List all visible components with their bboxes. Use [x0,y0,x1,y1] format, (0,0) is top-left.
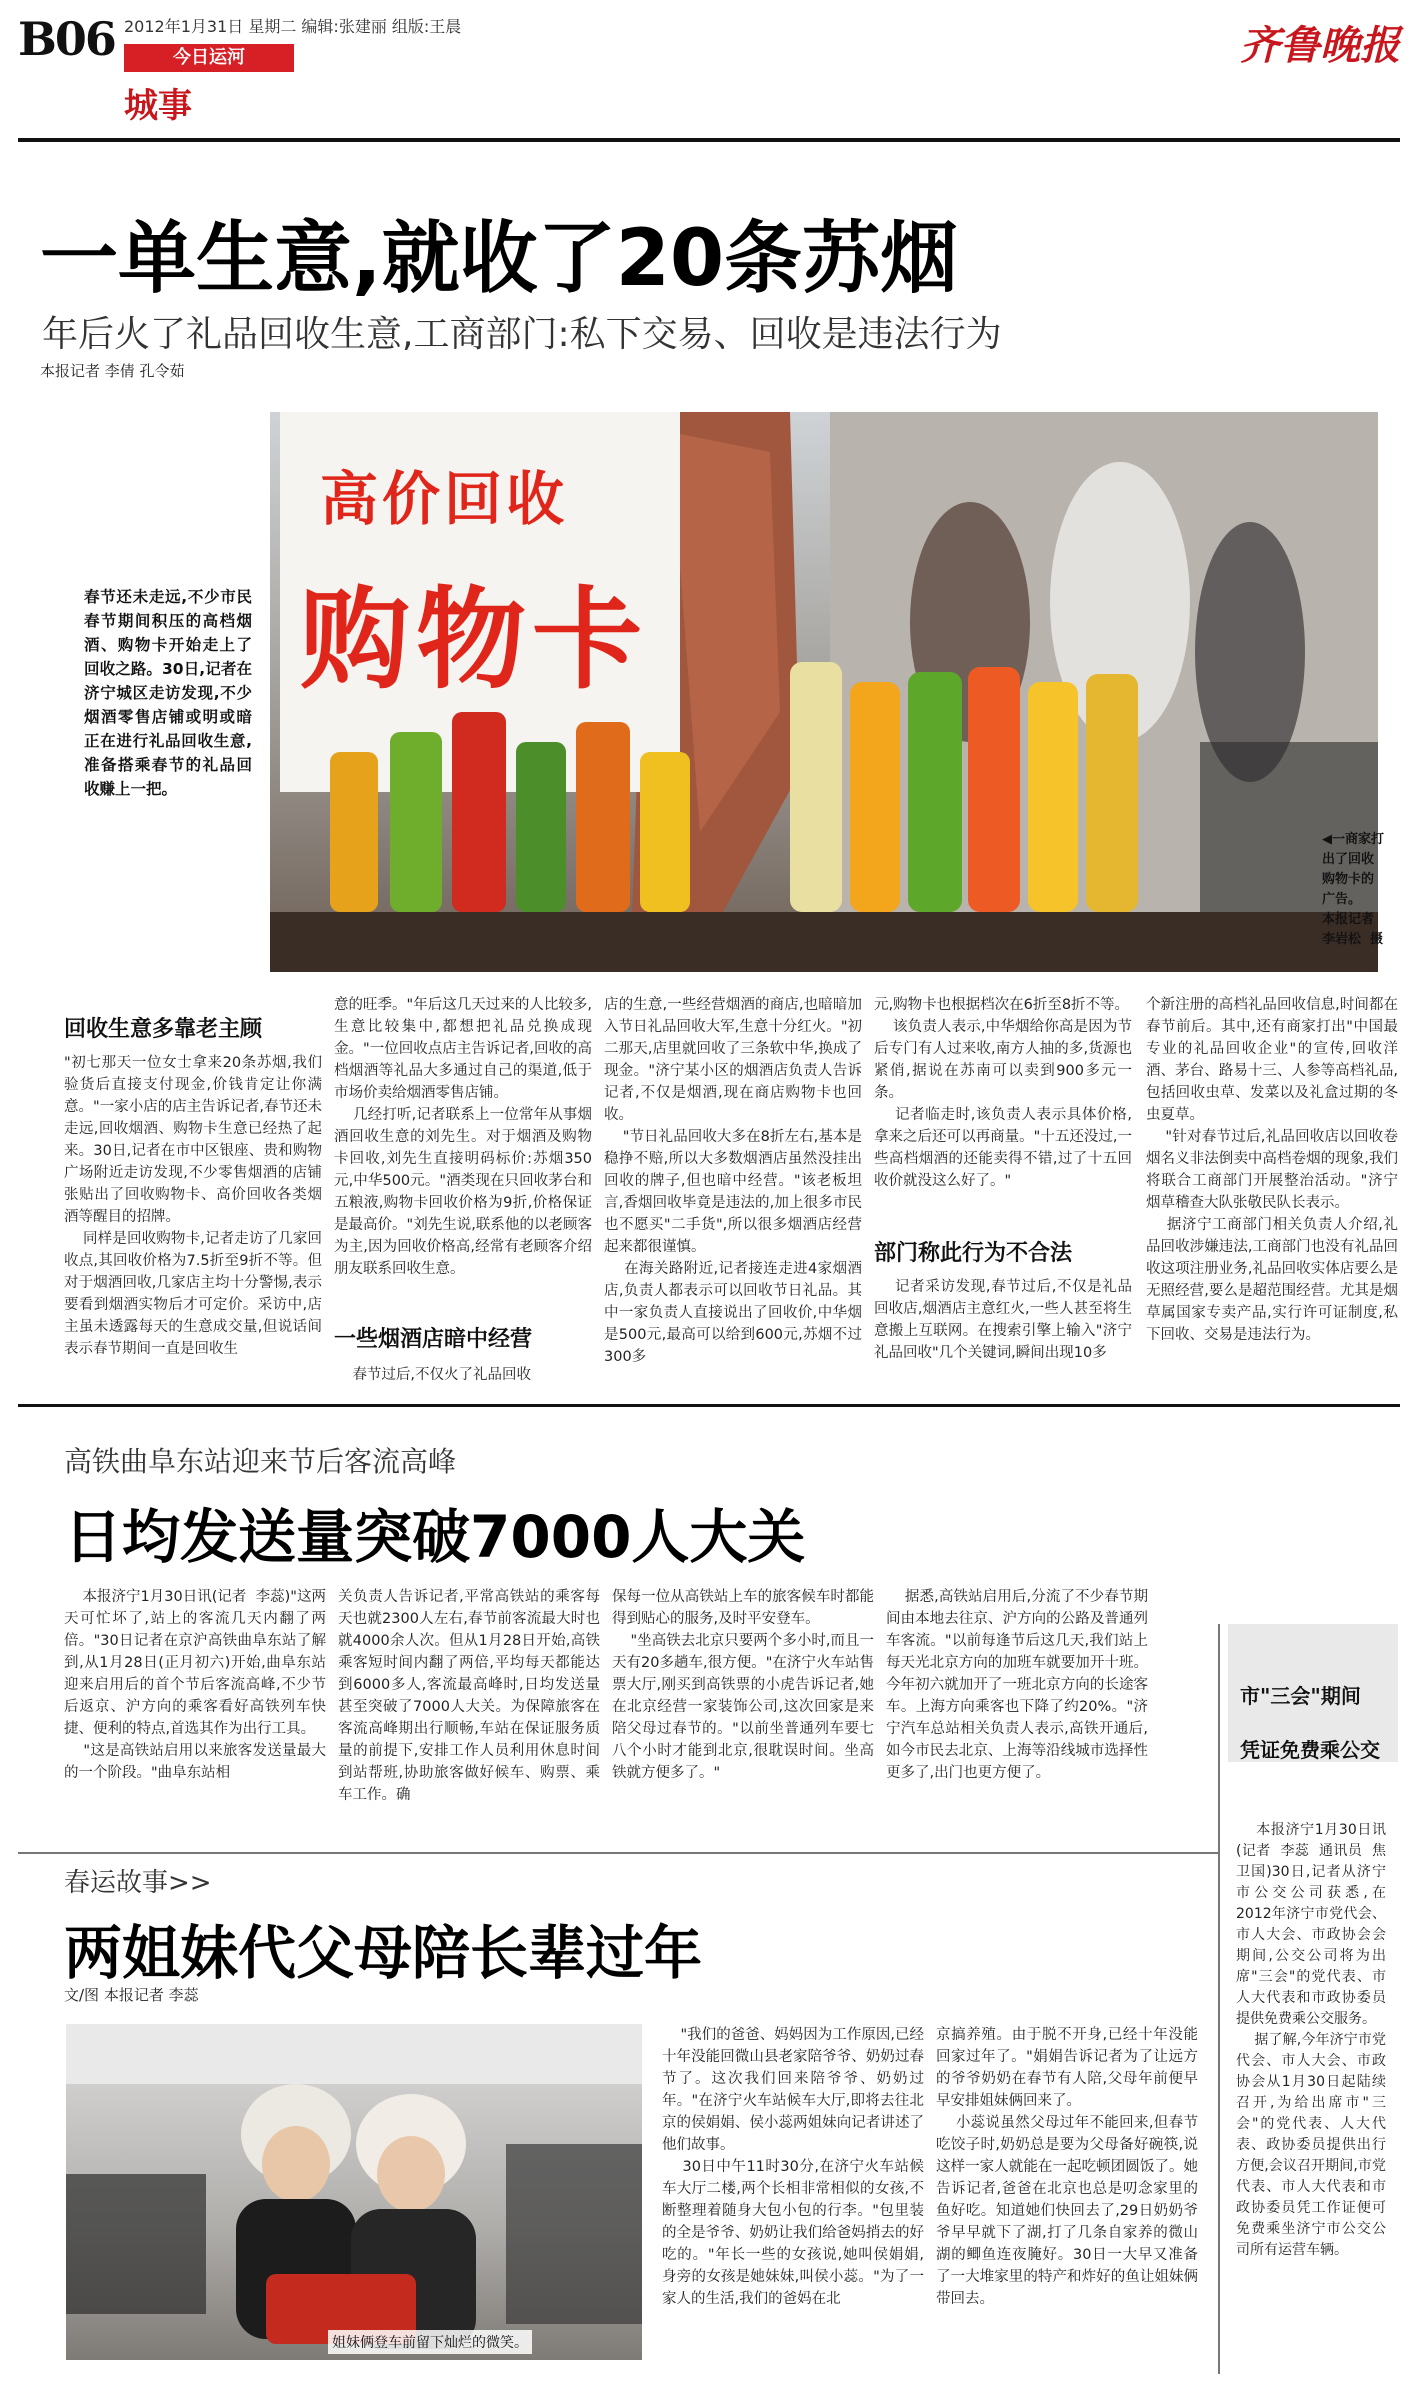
story2-col1: 本报济宁1月30日讯(记者 李蕊)"这两天可忙坏了,站上的客流几天内翻了两倍。"30日记者在京沪高铁曲阜东站了解到,从1月28日(正月初六)开始,曲阜东站迎来启用后的首个节后客流高峰,不少节后返京、沪方向的乘客看好高铁列车快捷、便利的特点,首选其作为出行工具。 "这是高铁站启用以来旅客发送量最大的一个阶段。"曲阜东站相 [64,1589,326,1781]
column-tag: 今日运河 [124,44,294,72]
story3-photo [66,2024,642,2360]
sidebar-title: 市"三会"期间 [1240,1684,1361,1708]
sidebar-left-rule [1218,1624,1220,2374]
photo-sign-line1: 高价回收 [320,465,569,533]
story1-subtitle-1: 回收生意多靠老主顾 [64,1017,263,1042]
story3-col2: 京搞养殖。由于脱不开身,已经十年没能回家过年了。"娟娟告诉记者为了让远方的爷爷奶奶在春节有人陪,父母年前便早早安排姐妹俩回来了。 小蕊说虽然父母过年不能回来,但春节吃饺子时,奶奶总是要为父母备好碗筷,说这样一家人就能在一起吃顿团圆饭了。她告诉记者,爸爸在北京也总是叨念家里的鱼好吃。知道她们快回去了,29日奶奶爷爷早早就下了湖,打了几条自家养的微山湖的鲫鱼连夜腌好。30日一大早又准备了一大堆家里的特产和炸好的鱼让姐妹俩带回去。 [936,2027,1198,2307]
page-code: B06 [18,12,115,66]
sidebar-body: 本报济宁1月30日讯(记者 李蕊 通讯员 焦卫国)30日,记者从济宁市公交公司获悉,在2012年济宁市党代会、市人大会、市政协会会期间,公交公司将为出席"三会"的党代表、市人大代表和市政协委员提供免费乘公交服务。 据了解,今年济宁市党代会、市人大会、市政协会从1月30日起陆续召开,为给出席市"三会"的党代表、人大代表、政协委员提供出行方便,会议召开期间,市党代表、市人大代表和市政协委员凭工作证便可免费乘坐济宁市公交公司所有运营车辆。 [1236,1822,1386,2258]
story3-headline: 两姐妹代父母陪长辈过年 [64,1919,703,1987]
story2-col4: 据悉,高铁站启用后,分流了不少春节期间由本地去往京、沪方向的公路及普通列车客流。"以前每逢节后这几天,我们站上每天光北京方向的加班车就要加开十班。今年初六就加开了一班北京方向的长途客车。上海方向乘客也下降了约20%。"济宁汽车总站相关负责人表示,高铁开通后,如今市民去北京、上海等沿线城市选择性更多了,出门也更方便了。 [886,1589,1148,1781]
story1-col3: 店的生意,一些经营烟酒的商店,也暗暗加入节日礼品回收大军,生意十分红火。"初二那天,店里就回收了三条软中华,换成了现金。"济宁某小区的烟酒店负责人告诉记者,不仅是烟酒,现在商店购物卡也回收。 "节日礼品回收大多在8折左右,基本是稳挣不赔,所以大多数烟酒店虽然没挂出回收的牌子,但也暗中经营。"该老板坦言,香烟回收毕竟是违法的,加上很多市民也不愿买"二手货",所以很多烟酒店经营起来都很谨慎。 在海关路附近,记者接连走进4家烟酒店,负责人都表示可以回收节日礼品。其中一家负责人直接说出了回收价,中华烟是500元,最高可以给到600元,苏烟不过300多 [604,997,862,1365]
story1-subhead: 年后火了礼品回收生意,工商部门:私下交易、回收是违法行为 [42,314,1002,355]
sidebar-subtitle: 凭证免费乘公交 [1240,1738,1380,1762]
story1-col5: 个新注册的高档礼品回收信息,时间都在春节前后。其中,还有商家打出"中国最专业的礼品回收企业"的宣传,回收洋酒、茅台、路易十三、人参等高档礼品,包括回收虫草、发菜以及礼盒过期的冬虫夏草。 "针对春节过后,礼品回收店以回收卷烟名义非法倒卖中高档卷烟的现象,我们将联合工商部门开展整治活动。"济宁烟草稽查大队张敬民队长表示。 据济宁工商部门相关负责人介绍,礼品回收涉嫌违法,工商部门也没有礼品回收这项注册业务,礼品回收实体店要么是无照经营,要么是超范围经营。尤其是烟草属国家专卖产品,实行许可证制度,私下回收、交易是违法行为。 [1146,997,1398,1343]
story1-col1: "初七那天一位女士拿来20条苏烟,我们验货后直接支付现金,价钱肯定让你满意。"一家小店的店主告诉记者,春节还未走远,回收烟酒、购物卡生意已经热了起来。30日,记者在市中区银座、贵和购物广场附近走访发现,不少零售烟酒的店铺张贴出了回收购物卡、高价回收各类烟酒等醒目的招牌。 同样是回收购物卡,记者走访了几家回收点,其回收价格为7.5折至9折不等。但对于烟酒回收,几家店主均十分警惕,表示要看到烟酒实物后才可定价。采访中,店主虽未透露每天的生意成交量,但说话间表示春节期间一直是回收生 [64,1055,322,1357]
story1-byline: 本报记者 李倩 孔令茹 [40,362,185,380]
story3-byline: 文/图 本报记者 李蕊 [64,1986,199,2004]
lead-caption: 春节还未走远,不少市民春节期间积压的高档烟酒、购物卡开始走上了回收之路。30日,记者在济宁城区走访发现,不少烟酒零售店铺或明或暗正在进行礼品回收生意,准备搭乘春节的礼品回收赚上一把。 [84,588,252,798]
story1-subtitle-3: 部门称此行为不合法 [874,1241,1073,1266]
story2-kicker: 高铁曲阜东站迎来节后客流高峰 [64,1445,457,1478]
story1-photo [270,412,1378,972]
photo-sign-line2: 购物卡 [300,576,648,704]
story2-col2: 关负责人告诉记者,平常高铁站的乘客每天也就2300人左右,春节前客流最大时也就4000余人次。但从1月28日开始,高铁乘客短时间内翻了两倍,平均每天都能达到6000多人,客流最高峰时,日均发送量甚至突破了7000人大关。为保障旅客在客流高峰期出行顺畅,车站在保证服务质量的前提下,安排工作人员利用休息时间到站帮班,协助旅客做好候车、购票、乘车工作。确 [338,1589,600,1803]
story1-col4b: 记者采访发现,春节过后,不仅是礼品回收店,烟酒店主意红火,一些人甚至将生意搬上互联网。在搜索引擎上输入"济宁礼品回收"几个关键词,瞬间出现10多 [874,1279,1132,1361]
story1-col4: 元,购物卡也根据档次在6折至8折不等。 该负责人表示,中华烟给你高是因为节后专门有人过来收,南方人抽的多,货源也紧俏,据说在苏南可以卖到900多元一条。 记者临走时,该负责人表示具体价格,拿来之后还可以再商量。"十五还没过,一些高档烟酒的还能卖得不错,过了十五回收价就没这么好了。" [874,997,1132,1189]
story3-col1: "我们的爸爸、妈妈因为工作原因,已经十年没能回微山县老家陪爷爷、奶奶过春节了。这次我们回来陪爷爷、奶奶过年。"在济宁火车站候车大厅,即将去往北京的侯娟娟、侯小蕊两姐妹向记者讲述了他们故事。 30日中午11时30分,在济宁火车站候车大厅二楼,两个长相非常相似的女孩,不断整理着随身大包小包的行李。"包里装的全是爷爷、奶奶让我们给爸妈捎去的好吃的。"年长一些的女孩说,她叫侯娟娟,身旁的女孩是她妹妹,叫侯小蕊。"为了一家人的生活,我们的爸妈在北 [662,2027,924,2307]
masthead-logo: 齐鲁晚报 [1240,22,1400,69]
story2-headline: 日均发送量突破7000人大关 [64,1503,806,1571]
story1-bottom-rule [18,1404,1400,1407]
story1-photo-caption: ◀一商家打出了回收购物卡的广告。 本报记者 李岩松 摄 [1322,832,1384,947]
header-rule [18,138,1400,142]
story1-col2: 意的旺季。"年后这几天过来的人比较多,生意比较集中,都想把礼品兑换成现金。"一位回收点店主告诉记者,回收的高档烟酒等礼品大多通过自己的渠道,低于市场价卖给烟酒零售店铺。 几经打听,记者联系上一位常年从事烟酒回收生意的刘先生。对于烟酒及购物卡回收,刘先生直接明码标价:苏烟350元,中华500元。"酒类现在只回收茅台和五粮液,购物卡回收价格为9折,价格保证是最高价。"刘先生说,联系他的以老顾客为主,因为回收价格高,经常有老顾客介绍朋友联系回收生意。 [334,997,592,1277]
photo2-scene [66,2024,642,2360]
story1-col2b: 春节过后,不仅火了礼品回收 [334,1367,532,1383]
story1-subtitle-2: 一些烟酒店暗中经营 [334,1327,533,1352]
story1-headline: 一单生意,就收了20条苏烟 [40,214,959,304]
section-title: 城事 [124,86,192,126]
story3-photo-caption: 姐妹俩登车前留下灿烂的微笑。 [328,2330,532,2354]
story2-bottom-rule [18,1852,1218,1854]
story3-kicker: 春运故事>> [64,1868,212,1898]
story2-col3: 保每一位从高铁站上车的旅客候车时都能得到贴心的服务,及时平安登车。 "坐高铁去北京只要两个多小时,而且一天有20多趟车,很方便。"在济宁火车站售票大厅,刚买到高铁票的小虎告诉记者,她在北京经营一家装饰公司,这次回家是来陪父母过春节的。"以前坐普通列车要七八个小时才能到北京,很耽误时间。坐高铁就方便多了。" [612,1589,874,1781]
date-line: 2012年1月31日 星期二 编辑:张建丽 组版:王晨 [124,17,462,36]
